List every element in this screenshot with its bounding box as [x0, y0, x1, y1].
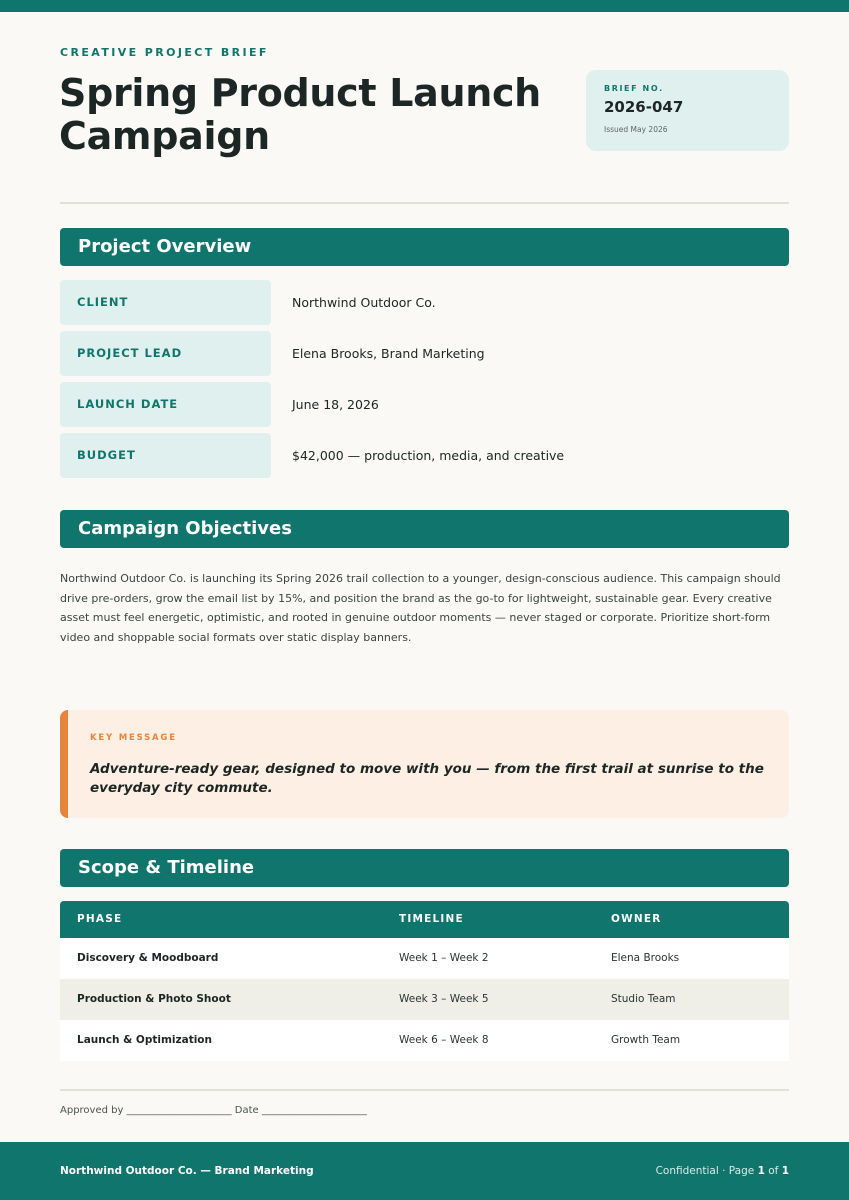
table-row — [60, 1020, 789, 1061]
overview-row-project-lead — [60, 331, 789, 376]
objectives-body: Northwind Outdoor Co. is launching its Spring 2026 trail collection to a younger, design-conscious audience. This campaign should drive pre-orders, grow the email list by 15%, and position the brand as the go-to for lightweight, sustainable gear. Every creative asset must feel energetic, optimistic, and rooted in genuine outdoor moments — never staged or corporate. Prioritize short-form video and shoppable social formats over static display banners. — [60, 572, 781, 644]
table-header-row — [60, 901, 789, 938]
cell-timeline: Week 1 – Week 2 — [399, 952, 489, 964]
key-message-card — [60, 710, 789, 818]
table-row — [60, 938, 789, 979]
key-message-text: Adventure-ready gear, designed to move with you — from the first trail at sunrise to the everyday city commute. — [90, 761, 764, 796]
brief-number-label: BRIEF NO. — [604, 84, 664, 93]
header-divider — [60, 202, 789, 204]
approval-divider — [60, 1089, 789, 1091]
page-footer — [0, 1142, 849, 1200]
section-header-scope: Scope & Timeline — [60, 849, 789, 887]
document-eyebrow: CREATIVE PROJECT BRIEF — [60, 46, 269, 59]
overview-label: CLIENT — [60, 280, 271, 325]
overview-row-launch-date — [60, 382, 789, 427]
overview-value: Northwind Outdoor Co. — [292, 295, 436, 310]
section-header-objectives: Campaign Objectives — [60, 510, 789, 548]
brief-number-card — [586, 70, 789, 151]
footer-page-total: 1 — [781, 1165, 789, 1177]
table-row — [60, 979, 789, 1020]
cell-owner: Growth Team — [611, 1034, 681, 1046]
overview-row-budget — [60, 433, 789, 478]
top-accent-bar — [0, 0, 849, 12]
document-title: Spring Product Launch Campaign — [59, 71, 541, 158]
key-message-label: KEY MESSAGE — [90, 733, 177, 743]
overview-label: PROJECT LEAD — [60, 331, 271, 376]
cell-phase: Production & Photo Shoot — [77, 993, 231, 1005]
scope-table — [60, 901, 789, 1061]
overview-label: BUDGET — [60, 433, 271, 478]
cell-owner: Studio Team — [611, 993, 676, 1005]
column-header-owner: OWNER — [611, 913, 662, 925]
cell-timeline: Week 6 – Week 8 — [399, 1034, 489, 1046]
overview-label: LAUNCH DATE — [60, 382, 271, 427]
overview-value: June 18, 2026 — [292, 397, 379, 412]
issued-date: Issued May 2026 — [604, 125, 668, 134]
footer-page-current: 1 — [757, 1165, 765, 1177]
cell-phase: Launch & Optimization — [77, 1034, 212, 1046]
footer-organization: Northwind Outdoor Co. — Brand Marketing — [60, 1165, 314, 1177]
footer-page-info — [656, 1142, 789, 1200]
overview-row-client — [60, 280, 789, 325]
section-header-overview: Project Overview — [60, 228, 789, 266]
footer-confidential-label: Confidential · Page — [655, 1165, 755, 1177]
approval-line: Approved by _____________________ Date _____________________ — [60, 1105, 367, 1116]
cell-phase: Discovery & Moodboard — [77, 952, 219, 964]
footer-page-of: of — [768, 1165, 779, 1177]
overview-value: $42,000 — production, media, and creative — [292, 448, 565, 463]
key-message-accent-bar — [60, 710, 68, 818]
column-header-phase: PHASE — [77, 913, 123, 925]
overview-value: Elena Brooks, Brand Marketing — [292, 346, 485, 361]
brief-number: 2026-047 — [604, 98, 684, 116]
cell-timeline: Week 3 – Week 5 — [399, 993, 489, 1005]
column-header-timeline: TIMELINE — [399, 913, 464, 925]
cell-owner: Elena Brooks — [611, 952, 680, 964]
